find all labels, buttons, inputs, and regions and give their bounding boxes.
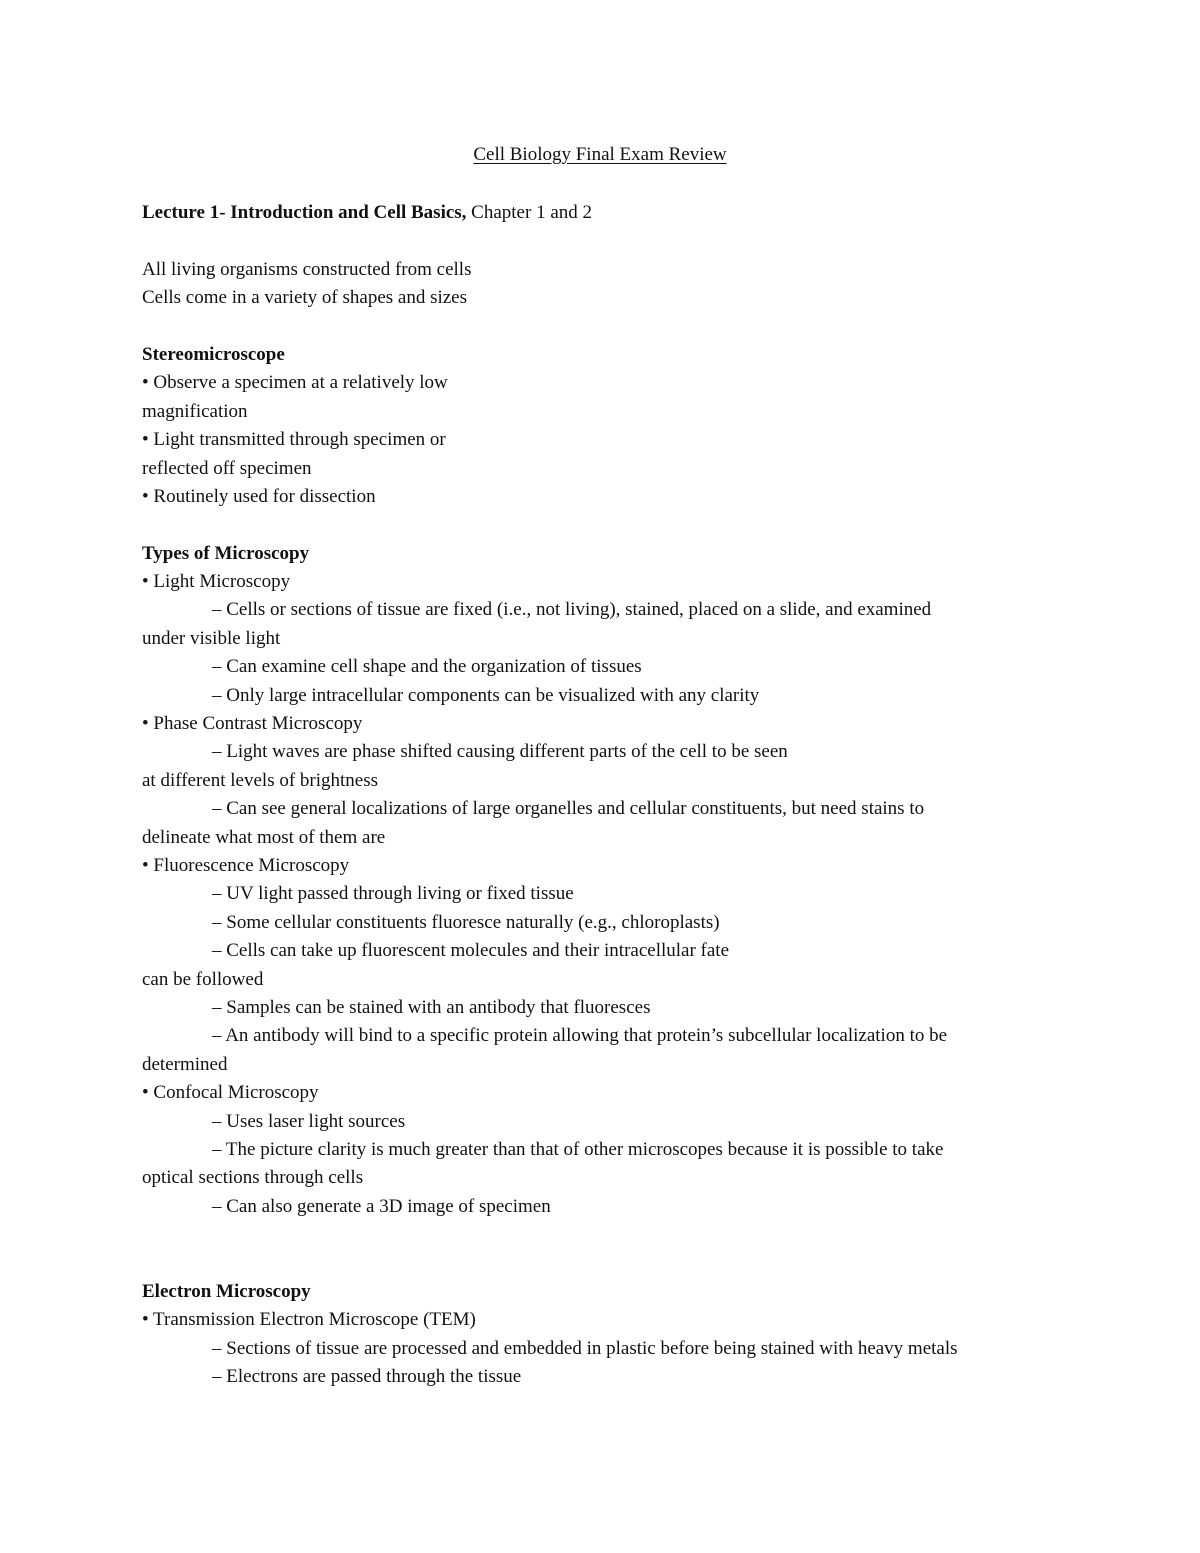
section-heading-electron [142, 1278, 1072, 1306]
bullet-confocal: • Confocal Microscopy [142, 1082, 319, 1104]
sub-point: – Uses laser light sources [212, 1110, 406, 1132]
sub-point-continuation: optical sections through cells [142, 1167, 364, 1189]
bullet-fluorescence: • Fluorescence Microscopy [142, 854, 350, 876]
sub-point-continuation: determined [142, 1053, 228, 1075]
body-line: • Observe a specimen at a relatively low [142, 372, 448, 394]
spacer [142, 1221, 1072, 1278]
body-line: reflected off specimen [142, 457, 312, 479]
section-heading-text: Types of Microscopy [142, 542, 310, 564]
bullet-phase-contrast: • Phase Contrast Microscopy [142, 713, 363, 735]
sub-point: – Can examine cell shape and the organization of tissues [212, 656, 642, 678]
bullet-tem: • Transmission Electron Microscope (TEM) [142, 1309, 476, 1331]
sub-point: – Only large intracellular components can be visualized with any clarity [212, 684, 760, 706]
sub-point: – Samples can be stained with an antibody that fluoresces [212, 996, 651, 1018]
sub-point: – Sections of tissue are processed and embedded in plastic before being stained with heavy metals [212, 1337, 958, 1359]
section-heading-stereomicroscope [142, 341, 1072, 369]
sub-point: – UV light passed through living or fixed tissue [212, 883, 574, 905]
lecture-heading [142, 199, 1072, 227]
sub-point: – Cells or sections of tissue are fixed (i.e., not living), stained, placed on a slide, and examined [212, 599, 932, 621]
sub-point-continuation: can be followed [142, 968, 264, 990]
section-heading-text: Electron Microscopy [142, 1280, 311, 1302]
spacer [142, 313, 1072, 341]
intro-line: Cells come in a variety of shapes and sizes [142, 287, 468, 309]
sub-point-continuation: under visible light [142, 627, 281, 649]
sub-point: – Cells can take up fluorescent molecules and their intracellular fate [212, 940, 730, 962]
sub-point-continuation: delineate what most of them are [142, 826, 386, 848]
section-heading-text: Stereomicroscope [142, 343, 285, 365]
spacer [142, 227, 1072, 255]
body-line: magnification [142, 400, 248, 422]
document-title: Cell Biology Final Exam Review [473, 144, 727, 165]
intro-line: All living organisms constructed from cells [142, 258, 472, 280]
lecture-heading-bold: Lecture 1- Introduction and Cell Basics, [142, 202, 467, 223]
sub-point: – Electrons are passed through the tissue [212, 1366, 522, 1388]
sub-point: – Light waves are phase shifted causing different parts of the cell to be seen [212, 741, 788, 763]
bullet-light-microscopy: • Light Microscopy [142, 571, 291, 593]
sub-point: – The picture clarity is much greater than that of other microscopes because it is possible to take [212, 1138, 944, 1160]
body-line: • Routinely used for dissection [142, 485, 376, 507]
sub-point: – An antibody will bind to a specific protein allowing that protein’s subcellular localization to be [212, 1025, 948, 1047]
sub-point-continuation: at different levels of brightness [142, 769, 379, 791]
lecture-heading-rest: Chapter 1 and 2 [466, 202, 592, 223]
section-heading-types [142, 540, 1072, 568]
sub-point: – Can also generate a 3D image of specimen [212, 1195, 551, 1217]
sub-point: – Some cellular constituents fluoresce naturally (e.g., chloroplasts) [212, 911, 720, 933]
spacer [142, 511, 1072, 539]
sub-point: – Can see general localizations of large organelles and cellular constituents, but need stains to [212, 798, 925, 820]
document-body [142, 199, 1072, 1391]
body-line: • Light transmitted through specimen or [142, 429, 446, 451]
